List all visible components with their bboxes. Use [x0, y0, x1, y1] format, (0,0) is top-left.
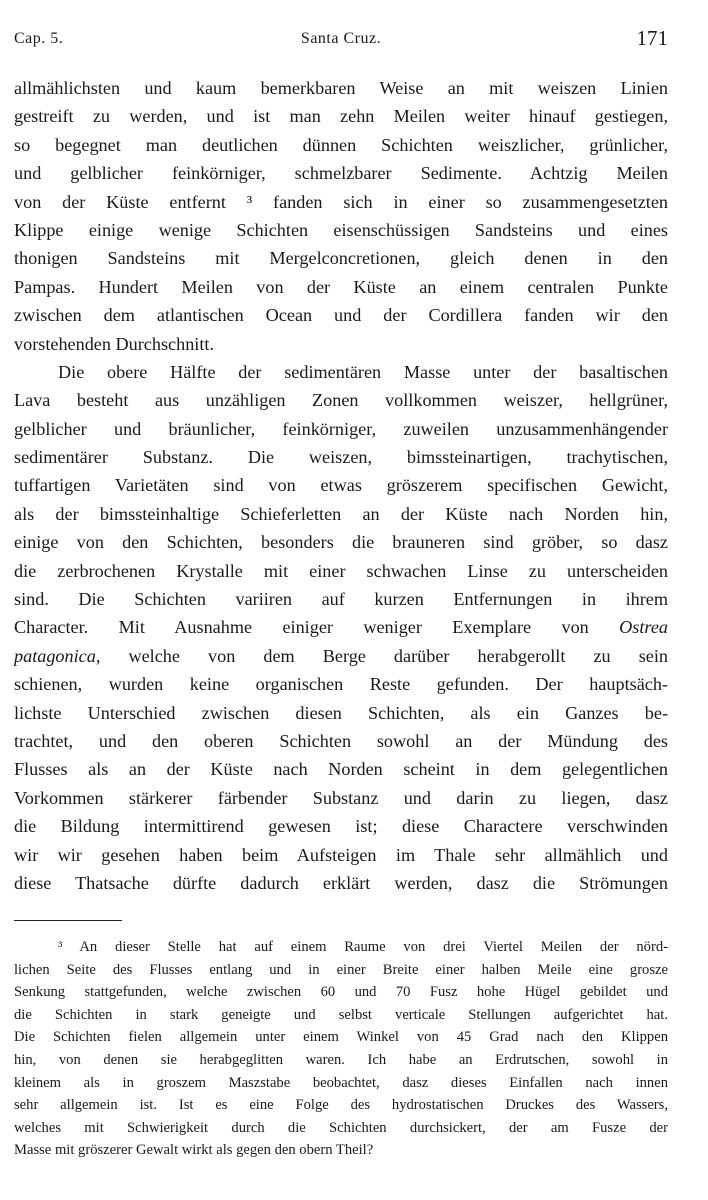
text-line: wir wir gesehen haben beim Aufsteigen im Thale sehr allmählich und [14, 844, 668, 865]
text-line: von der Küste entfernt ³ fanden sich in einer so zusammengesetzten [14, 191, 668, 212]
text-line: Character. Mit Ausnahme einiger weniger Exemplare von Ostrea [14, 617, 668, 638]
footnote-divider [14, 920, 122, 921]
footnote-line: Masse mit gröszerer Gewalt wirkt als gegen den obern Theil? [14, 1142, 374, 1159]
text-line: gelblicher und bräunlicher, feinkörniger, zuweilen unzusammenhängender [14, 418, 668, 439]
footnote-line: die Schichten in stark geneigte und selbst verticale Stellungen aufgerichtet hat. [14, 1006, 668, 1023]
page-number: 171 [636, 26, 668, 50]
text-line: die zerbrochenen Krystalle mit einer schwachen Linse zu unterscheiden [14, 560, 668, 581]
text-line: tuffartigen Varietäten sind von etwas gröszerem specifischen Gewicht, [14, 475, 668, 496]
text-line: trachtet, und den oberen Schichten sowohl an der Mündung des [14, 730, 668, 751]
text-line: so begegnet man deutlichen dünnen Schichten weiszlicher, grünlicher, [14, 134, 668, 155]
text-line: schienen, wurden keine organischen Reste gefunden. Der hauptsäch- [14, 674, 668, 695]
text-line: sedimentärer Substanz. Die weiszen, bimssteinartigen, trachytischen, [14, 447, 668, 468]
footnote-line: kleinem als in groszem Maszstabe beobachtet, dasz dieses Einfallen nach innen [14, 1074, 668, 1091]
body-text [14, 74, 668, 897]
text-line: diese Thatsache dürfte dadurch erklärt werden, dasz die Strömungen [14, 872, 668, 893]
chapter-label: Cap. 5. [14, 30, 64, 47]
text-line: als der bimssteinhaltige Schieferletten an der Küste nach Norden hin, [14, 503, 668, 524]
text-line: sind. Die Schichten variiren auf kurzen Entfernungen in ihrem [14, 589, 668, 610]
text-line: thonigen Sandsteins mit Mergelconcretionen, gleich denen in den [14, 248, 668, 269]
running-title: Santa Cruz. [300, 30, 382, 47]
text-line: vorstehenden Durchschnitt. [14, 333, 215, 354]
footnote-line: welches mit Schwierigkeit durch die Schichten durchsickert, der am Fusze der [14, 1119, 668, 1136]
footnote-line: Die Schichten fielen allgemein unter einem Winkel von 45 Grad nach den Klippen [14, 1029, 668, 1046]
footnote-line: hin, von denen sie herabgeglitten waren. Ich habe an Erdrutschen, sowohl in [14, 1051, 668, 1068]
text-line: die Bildung intermittirend gewesen ist; diese Charactere verschwinden [14, 816, 668, 837]
footnote-line: sehr allgemein ist. Ist es eine Folge des hydrostatischen Druckes des Wassers, [14, 1097, 668, 1114]
text-line: patagonica, welche von dem Berge darüber herabgerollt zu sein [14, 645, 668, 666]
text-line: lichste Unterschied zwischen diesen Schichten, als ein Ganzes be- [14, 702, 668, 723]
running-header [14, 28, 668, 54]
text-line: einige von den Schichten, besonders die brauneren sind gröber, so dasz [14, 532, 668, 553]
text-line: Klippe einige wenige Schichten eisenschüssigen Sandsteins und eines [14, 219, 668, 240]
footnote-line: lichen Seite des Flusses entlang und in einer Breite einer halben Meile eine grosze [14, 961, 668, 978]
text-line: Pampas. Hundert Meilen von der Küste an einem centralen Punkte [14, 276, 668, 297]
text-line: Vorkommen stärkerer färbender Substanz und darin zu liegen, dasz [14, 787, 668, 808]
paragraph-first-line: Die obere Hälfte der sedimentären Masse unter der basaltischen [58, 361, 668, 382]
footnote-line: Senkung stattgefunden, welche zwischen 60 und 70 Fusz hohe Hügel gebildet und [14, 984, 668, 1001]
text-line: gestreift zu werden, und ist man zehn Meilen weiter hinauf gestiegen, [14, 106, 668, 127]
text-line: zwischen dem atlantischen Ocean und der Cordillera fanden wir den [14, 305, 668, 326]
text-line: und gelblicher feinkörniger, schmelzbarer Sedimente. Achtzig Meilen [14, 163, 668, 184]
text-line: allmählichsten und kaum bemerkbaren Weise an mit weiszen Linien [14, 78, 668, 98]
footnote-line: ³ An dieser Stelle hat auf einem Raume von drei Viertel Meilen der nörd- [58, 939, 668, 955]
text-line: Lava besteht aus unzähligen Zonen vollkommen weiszer, hellgrüner, [14, 390, 668, 411]
footnote-block [14, 936, 668, 1162]
text-line: Flusses als an der Küste nach Norden scheint in dem gelegentlichen [14, 759, 668, 780]
